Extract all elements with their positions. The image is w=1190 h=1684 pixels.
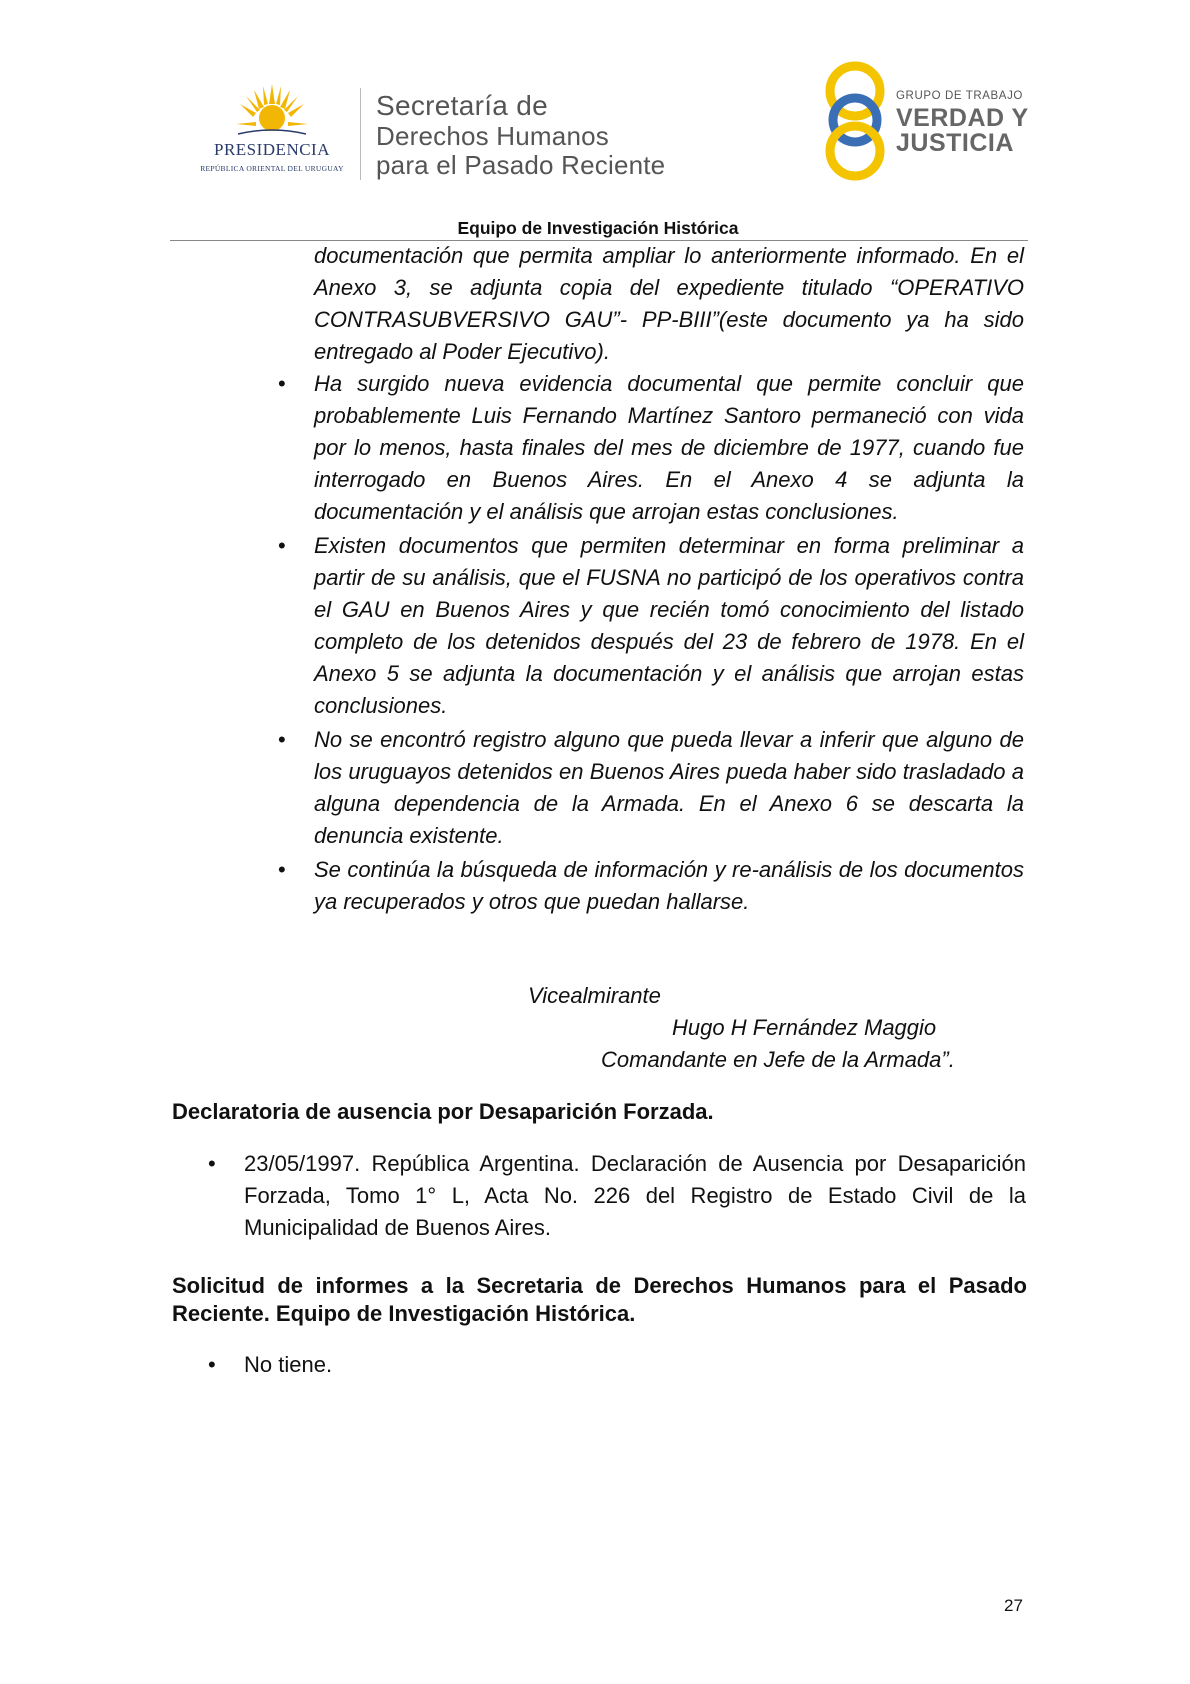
bullet-marker: • — [278, 533, 286, 558]
list-item-text: 23/05/1997. República Argentina. Declaración de Ausencia por Desaparición Forzada, Tomo 1° L, Acta No. 226 del Registro de Estado Civil de la Municipalidad de Buenos Aires. — [244, 1151, 1026, 1240]
page-header — [0, 0, 1190, 240]
bullet-marker: • — [278, 727, 286, 752]
vyj-line-2: VERDAD Y — [896, 104, 1029, 132]
verdad-justicia-logo — [820, 56, 1040, 186]
sun-icon — [234, 82, 310, 142]
presidencia-logo — [192, 82, 352, 182]
list-item — [206, 1148, 1026, 1244]
section-title: Equipo de Investigación Histórica — [457, 218, 739, 238]
bullet-marker: • — [278, 857, 286, 882]
list-item — [276, 530, 1024, 722]
list-item-text: No se encontró registro alguno que pueda llevar a inferir que alguno de los uruguayos detenidos en Buenos Aires pueda haber sido trasladado a alguna dependencia de la Armada. En el Anexo 6 se descarta la denuncia existente. — [314, 727, 1024, 848]
presidencia-subtitle: REPÚBLICA ORIENTAL DEL URUGUAY — [200, 164, 344, 173]
heading-solicitud: Solicitud de informes a la Secretaria de Derechos Humanos para el Pasado Reciente. Equipo de Investigación Histórica. — [172, 1273, 1027, 1326]
vyj-line-1: GRUPO DE TRABAJO — [896, 90, 1023, 102]
list-item-text: Ha surgido nueva evidencia documental que permite concluir que probablemente Luis Fernando Martínez Santoro permaneció con vida por lo menos, hasta finales del mes de diciembre de 1977, cuando fue interrogado en Buenos Aires. En el Anexo 4 se adjunta la documentación y el análisis que arrojan estas conclusiones. — [314, 371, 1024, 524]
secretaria-line-2: Derechos Humanos — [376, 121, 609, 151]
list-item — [276, 854, 1024, 918]
signature-title: Comandante en Jefe de la Armada”. — [601, 1047, 955, 1072]
list-item — [206, 1349, 1026, 1381]
page-number: 27 — [1004, 1596, 1023, 1615]
header-divider — [360, 88, 361, 180]
list-item-text: Existen documentos que permiten determinar en forma preliminar a partir de su análisis, que el FUSNA no participó de los operativos contra el GAU en Buenos Aires y que recién tomó conocimiento del listado completo de los detenidos después del 23 de febrero de 1978. En el Anexo 5 se adjunta la documentación y el análisis que arrojan estas conclusiones. — [314, 533, 1024, 718]
continuation-paragraph: documentación que permita ampliar lo anteriormente informado. En el Anexo 3, se adjunta copia del expediente titulado “OPERATIVO CONTRASUBVERSIVO GAU”- PP-BIII”(este documento ya ha sido entregado al Poder Ejecutivo). — [314, 243, 1024, 364]
solicitud-list — [206, 1349, 1026, 1381]
list-item — [276, 368, 1024, 528]
presidencia-name: PRESIDENCIA — [213, 140, 330, 159]
vyj-line-3: JUSTICIA — [896, 129, 1014, 157]
rings-icon — [820, 56, 890, 186]
list-item-text: No tiene. — [244, 1352, 333, 1377]
bullet-marker: • — [208, 1352, 216, 1377]
list-item-text: Se continúa la búsqueda de información y re-análisis de los documentos ya recuperados y otros que puedan hallarse. — [314, 857, 1024, 914]
signature-rank: Vicealmirante — [528, 983, 661, 1008]
findings-list — [276, 368, 1024, 920]
heading-declaratoria: Declaratoria de ausencia por Desaparición Forzada. — [172, 1099, 714, 1124]
bullet-marker: • — [278, 371, 286, 396]
secretaria-logo-text — [376, 90, 665, 180]
secretaria-line-3: para el Pasado Reciente — [376, 150, 666, 180]
secretaria-line-1: Secretaría de — [376, 90, 548, 121]
list-item — [276, 724, 1024, 852]
declaratoria-list — [206, 1148, 1026, 1244]
bullet-marker: • — [208, 1151, 216, 1176]
signature-name: Hugo H Fernández Maggio — [672, 1015, 937, 1040]
